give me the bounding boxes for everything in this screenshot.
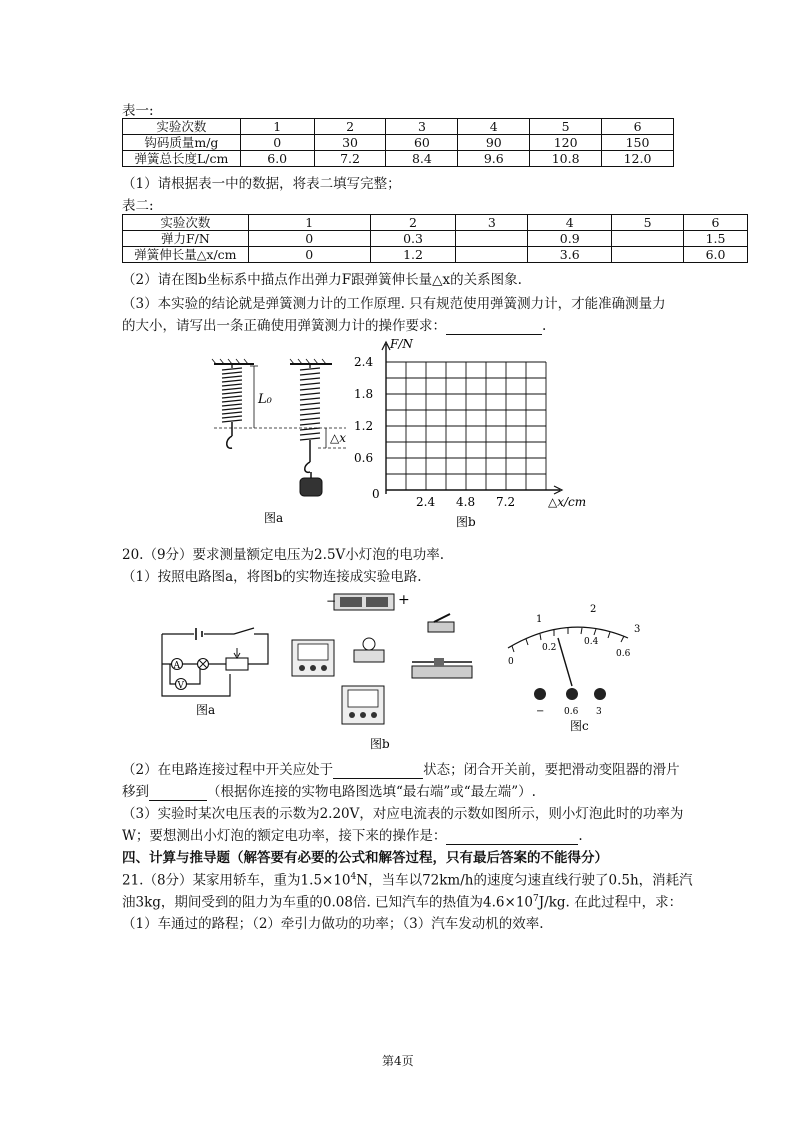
table-cell: 7.2 <box>314 151 386 167</box>
table-cell: 2 <box>370 215 456 231</box>
question-20-3-line2 <box>122 828 583 845</box>
table-cell: 90 <box>458 135 530 151</box>
question-20-3-line1: （3）实验时某次电压表的示数为2.20V，对应电流表的示数如图所示，则小灯泡此时的功率为 <box>122 806 684 822</box>
question-20-2-line2 <box>122 784 536 801</box>
table-cell: 0 <box>248 247 370 263</box>
question-21-line1 <box>122 872 693 889</box>
table-header-cell: 实验次数 <box>123 119 241 135</box>
plus-label: + <box>398 592 410 608</box>
table-cell: 10.8 <box>530 151 602 167</box>
table-header-cell: 钩码质量m/g <box>123 135 241 151</box>
table-cell: 12.0 <box>602 151 674 167</box>
scale-top-label: 3 <box>634 624 641 635</box>
terminal-label: 3 <box>596 707 602 717</box>
table-cell: 0.3 <box>370 231 456 247</box>
terminal-label-minus: − <box>536 706 545 717</box>
table-row <box>123 119 674 135</box>
voltmeter-label: V <box>177 681 184 691</box>
ammeter-component <box>292 640 334 676</box>
table-cell: 6.0 <box>684 247 748 263</box>
x-tick-label: 4.8 <box>456 495 476 509</box>
force-extension-graph <box>350 336 610 532</box>
question-21-line3: （1）车通过的路程；（2）牵引力做功的功率；（3）汽车发动机的效率. <box>122 916 544 932</box>
table-row <box>123 151 674 167</box>
answer-blank[interactable] <box>446 830 578 845</box>
table-header-cell: 实验次数 <box>123 215 249 231</box>
table-cell: 120 <box>530 135 602 151</box>
switch-component <box>428 614 454 632</box>
table-cell: 9.6 <box>458 151 530 167</box>
spring-figure-a <box>200 356 360 528</box>
figure-label-c: 图c <box>570 719 589 733</box>
table-cell: 5 <box>612 215 684 231</box>
table-cell: 1.5 <box>684 231 748 247</box>
terminal-minus <box>534 688 546 700</box>
table-cell: 0 <box>248 231 370 247</box>
minus-label: − <box>326 594 337 608</box>
figure-label-b: 图b <box>456 515 476 529</box>
rheostat-symbol <box>226 658 248 670</box>
question-3-line1: （3）本实验的结论就是弹簧测力计的工作原理. 只有规范使用弹簧测力计，才能准确测量力 <box>122 296 666 312</box>
battery-holder <box>326 592 410 610</box>
page-number: 第4页 <box>382 1054 414 1068</box>
table-cell: 8.4 <box>386 151 458 167</box>
table-row <box>123 215 748 231</box>
scale-bottom-label: 0.4 <box>584 637 599 647</box>
terminal-label: 0.6 <box>564 707 579 717</box>
y-tick-label: 1.2 <box>354 419 374 433</box>
table-cell-blank <box>456 231 528 247</box>
question-1: （1）请根据表一中的数据，将表二填写完整； <box>122 176 401 192</box>
figure-label-a: 图a <box>264 511 284 525</box>
table-cell: 4 <box>458 119 530 135</box>
question-21-line2 <box>122 894 682 911</box>
spring-right <box>300 364 320 440</box>
table1 <box>122 118 674 167</box>
answer-blank[interactable] <box>333 764 423 779</box>
terminal-3 <box>594 688 606 700</box>
scale-bottom-label: 0.2 <box>542 643 557 653</box>
table-cell: 0.9 <box>528 231 612 247</box>
question-20-2-text: 移到 <box>122 784 149 800</box>
question-21-text: 21.（8分）某家用轿车，重为1.5×10 <box>122 872 351 889</box>
graph-grid <box>386 362 546 490</box>
hook-right <box>305 440 310 472</box>
weight-block <box>300 478 322 496</box>
table-cell: 30 <box>314 135 386 151</box>
table-cell: 6.0 <box>240 151 314 167</box>
table-cell: 1 <box>240 119 314 135</box>
table-cell: 0 <box>240 135 314 151</box>
table-cell: 6 <box>602 119 674 135</box>
question-20-2-text: （根据你连接的实物电路图选填“最右端”或“最左端”）. <box>207 784 536 800</box>
table-cell-blank <box>612 247 684 263</box>
table-cell: 3.6 <box>528 247 612 263</box>
lamp-component <box>354 638 384 662</box>
battery-symbol <box>196 628 202 640</box>
voltmeter-component <box>342 686 384 724</box>
table-row <box>123 247 748 263</box>
question-20-3-text: W；要想测出小灯泡的额定电功率，接下来的操作是： <box>122 828 447 844</box>
exponent: 7 <box>533 894 539 904</box>
rheostat-component <box>412 658 472 678</box>
period: . <box>578 828 583 844</box>
question-21-text: J/kg. 在此过程中，求： <box>538 894 683 911</box>
x-axis-label: △x/cm <box>548 495 587 509</box>
question-20-2-text: 状态；闭合开关前，要把滑动变阻器的滑片 <box>423 762 680 778</box>
table-cell: 150 <box>602 135 674 151</box>
ammeter-label: A <box>173 661 180 671</box>
y-tick-label: 2.4 <box>354 355 374 369</box>
y-tick-label: 1.8 <box>354 387 374 401</box>
circuit-diagram-a <box>150 618 280 718</box>
question-2: （2）请在图b坐标系中描点作出弹力F跟弹簧伸长量△x的关系图象. <box>122 272 522 288</box>
table-cell: 1.2 <box>370 247 456 263</box>
section-4-heading: 四、计算与推导题（解答要有必要的公式和解答过程，只有最后答案的不能得分） <box>122 850 608 866</box>
terminal-0-6 <box>566 688 578 700</box>
table-cell: 5 <box>530 119 602 135</box>
dial-ticks <box>512 628 624 652</box>
y-axis-label: F/N <box>390 337 413 351</box>
question-3-text: 的大小，请写出一条正确使用弹簧测力计的操作要求： <box>122 318 446 334</box>
table2-caption: 表二: <box>122 198 154 214</box>
origin-label: 0 <box>372 487 380 501</box>
question-20-2-line1 <box>122 762 680 779</box>
table2 <box>122 214 748 263</box>
scale-top-label: 1 <box>536 614 543 625</box>
scale-bottom-label: 0.6 <box>616 649 631 659</box>
answer-blank[interactable] <box>149 786 207 801</box>
table-cell: 3 <box>456 215 528 231</box>
x-tick-label: 7.2 <box>496 495 516 509</box>
table1-caption: 表一: <box>122 103 154 119</box>
question-21-text: 油3kg，期间受到的阻力为车重的0.08倍. 已知汽车的热值为4.6×10 <box>122 894 534 911</box>
question-20-2-text: （2）在电路连接过程中开关应处于 <box>122 762 334 778</box>
table-row <box>123 231 748 247</box>
table-cell: 4 <box>528 215 612 231</box>
figure-label-a: 图a <box>196 703 216 717</box>
exponent: 4 <box>350 872 357 882</box>
y-tick-label: 0.6 <box>354 451 374 465</box>
component-layout-b <box>288 584 474 754</box>
table-header-cell: 弹簧伸长量△x/cm <box>123 247 249 263</box>
period: . <box>542 318 547 334</box>
table-cell: 1 <box>248 215 370 231</box>
table-cell: 60 <box>386 135 458 151</box>
table-header-cell: 弹簧总长度L/cm <box>123 151 241 167</box>
figure-label-b: 图b <box>370 737 390 751</box>
table-cell: 2 <box>314 119 386 135</box>
hook-left <box>227 422 232 448</box>
table-row <box>123 135 674 151</box>
ammeter-dial-c <box>488 598 658 734</box>
table-cell-blank <box>612 231 684 247</box>
l0-label: L₀ <box>258 392 272 407</box>
scale-bottom-label: 0 <box>508 657 514 667</box>
x-tick-label: 2.4 <box>416 495 436 509</box>
question-20-title: 20.（9分）要求测量额定电压为2.5V小灯泡的电功率. <box>122 547 445 563</box>
question-3-line2 <box>122 318 546 335</box>
answer-blank[interactable] <box>446 320 542 335</box>
dial-needle <box>558 638 572 686</box>
question-20-1: （1）按照电路图a，将图b的实物连接成实验电路. <box>122 569 422 585</box>
scale-top-label: 2 <box>590 604 597 615</box>
table-cell: 6 <box>684 215 748 231</box>
table-header-cell: 弹力F/N <box>123 231 249 247</box>
table-cell: 3 <box>386 119 458 135</box>
dx-label: △x <box>330 431 346 445</box>
question-21-text: N，当车以72km/h的速度匀速直线行驶了0.5h，消耗汽 <box>356 872 693 889</box>
table-cell-blank <box>456 247 528 263</box>
rheostat-slider <box>234 648 240 658</box>
spring-left <box>222 364 242 422</box>
